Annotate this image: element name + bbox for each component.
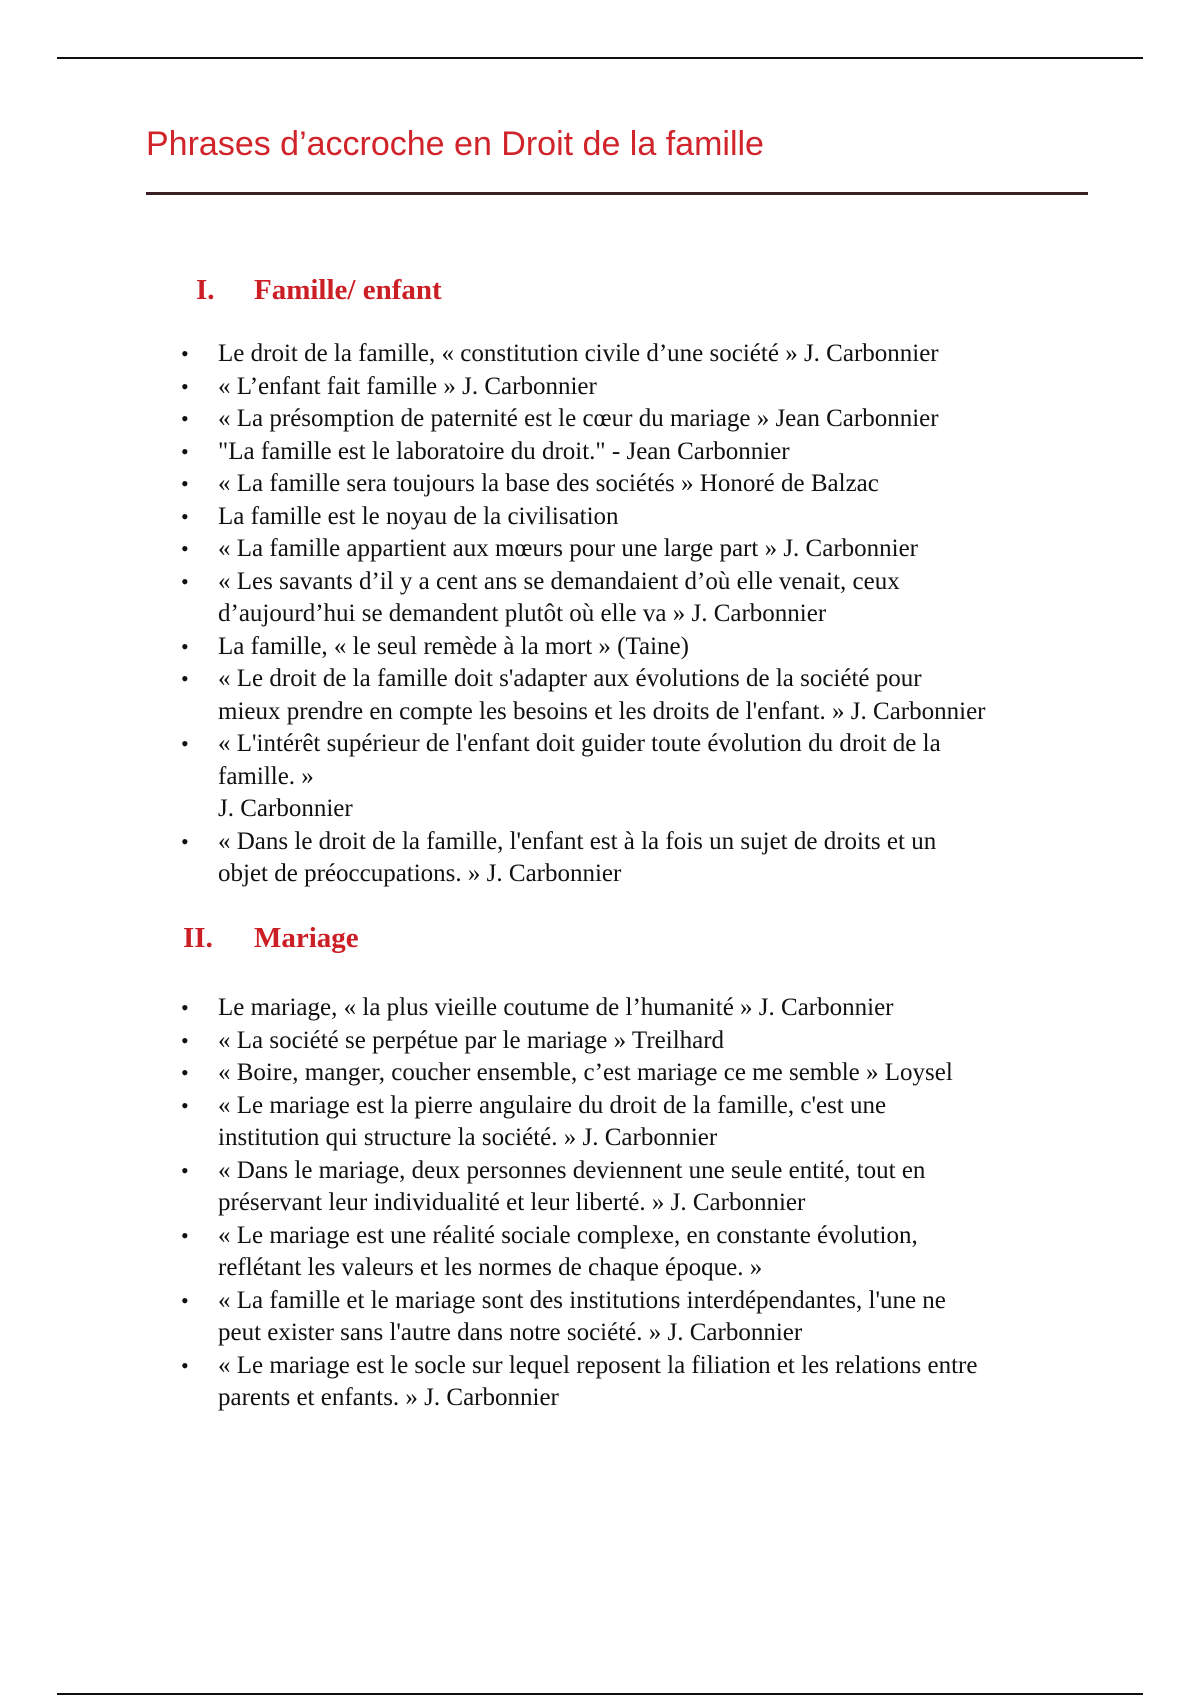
quote-text-line: « Le mariage est le socle sur lequel reposent la filiation et les relations entre [218,1351,978,1379]
quote-list-item [0,992,1098,1025]
section-heading-mariage [183,920,359,956]
quote-list-famille-enfant [0,338,1200,891]
quote-text-line: reflétant les valeurs et les normes de chaque époque. » [218,1254,763,1281]
quote-text-line: « Dans le droit de la famille, l'enfant est à la fois un sujet de droits et un [218,827,937,855]
section-heading-famille-enfant [196,272,442,308]
quote-text-line: objet de préoccupations. » J. Carbonnier [218,860,622,887]
page-top-rule [57,57,1143,59]
quote-list-item [0,728,1098,826]
quote-text-line: famille. » [218,762,314,790]
quote-text-line: J. Carbonnier [218,795,353,822]
quote-text-line: peut exister sans l'autre dans notre société. » J. Carbonnier [218,1319,803,1346]
quote-text-line: La famille est le noyau de la civilisation [218,502,619,530]
quote-text-line: « La famille sera toujours la base des sociétés » Honoré de Balzac [218,470,879,497]
quote-list-item [0,436,1098,469]
quote-text-line: « Dans le mariage, deux personnes deviennent une seule entité, tout en [218,1156,926,1184]
quote-list-item [0,1090,1098,1155]
quote-list-mariage [0,992,1200,1415]
quote-list-item [0,631,1098,664]
section-number: II. [183,922,213,954]
section-title: Mariage [254,922,359,954]
quote-text-line: « La famille et le mariage sont des institutions interdépendantes, l'une ne [218,1286,946,1314]
quote-list-item [0,403,1098,436]
quote-text-line: « Le mariage est une réalité sociale complexe, en constante évolution, [218,1221,918,1249]
document-title: Phrases d’accroche en Droit de la famille [146,125,764,163]
quote-list-item [0,371,1098,404]
quote-text-line: « Le mariage est la pierre angulaire du droit de la famille, c'est une [218,1091,887,1119]
bullet-icon: • [181,1092,189,1118]
quote-list-item [0,1155,1098,1220]
page-bottom-rule [57,1693,1143,1695]
quote-text-line: « La présomption de paternité est le cœur du mariage » Jean Carbonnier [218,405,939,432]
quote-list-item [0,533,1098,566]
quote-text-line: « La famille appartient aux mœurs pour une large part » J. Carbonnier [218,535,919,562]
bullet-icon: • [181,503,189,529]
bullet-icon: • [181,1352,189,1378]
section-title: Famille/ enfant [254,274,442,306]
bullet-icon: • [181,1287,189,1313]
quote-list-item [0,338,1098,371]
quote-text-line: institution qui structure la société. » J. Carbonnier [218,1124,718,1151]
bullet-icon: • [181,995,189,1020]
quote-text-line: mieux prendre en compte les besoins et les droits de l'enfant. » J. Carbonnier [218,697,986,725]
bullet-icon: • [181,438,189,464]
quote-text-line: « Les savants d’il y a cent ans se demandaient d’où elle venait, ceux [218,567,900,595]
bullet-icon: • [181,1222,189,1248]
bullet-icon: • [181,1060,189,1085]
quote-list-item [0,566,1098,631]
section-number: I. [196,274,215,306]
quote-text-line: La famille, « le seul remède à la mort » (Taine) [218,632,689,660]
bullet-icon: • [181,536,189,561]
quote-list-item [0,1220,1098,1285]
quote-list-item [0,1285,1098,1350]
bullet-icon: • [181,633,189,659]
quote-text-line: "La famille est le laboratoire du droit." - Jean Carbonnier [218,437,790,465]
quote-list-item [0,468,1098,501]
quote-list-item [0,501,1098,534]
bullet-icon: • [181,1027,189,1053]
bullet-icon: • [181,373,189,399]
quote-text-line: d’aujourd’hui se demandent plutôt où elle va » J. Carbonnier [218,600,827,627]
quote-text-line: préservant leur individualité et leur liberté. » J. Carbonnier [218,1189,806,1216]
bullet-icon: • [181,568,189,594]
bullet-icon: • [181,341,189,366]
bullet-icon: • [181,471,189,496]
title-underline-rule [146,192,1088,195]
quote-text-line: « L'intérêt supérieur de l'enfant doit guider toute évolution du droit de la [218,730,941,757]
quote-text-line: « L’enfant fait famille » J. Carbonnier [218,372,597,400]
quote-list-item [0,1057,1098,1090]
quote-list-item [0,826,1098,891]
bullet-icon: • [181,1157,189,1183]
bullet-icon: • [181,731,189,756]
quote-text-line: Le mariage, « la plus vieille coutume de l’humanité » J. Carbonnier [218,994,894,1021]
quote-text-line: « Boire, manger, coucher ensemble, c’est mariage ce me semble » Loysel [218,1059,953,1086]
quote-list-item [0,663,1098,728]
bullet-icon: • [181,666,189,691]
quote-text-line: « La société se perpétue par le mariage » Treilhard [218,1026,725,1054]
bullet-icon: • [181,406,189,431]
quote-text-line: « Le droit de la famille doit s'adapter aux évolutions de la société pour [218,665,922,692]
bullet-icon: • [181,828,189,854]
quote-text-line: parents et enfants. » J. Carbonnier [218,1384,559,1411]
quote-list-item [0,1025,1098,1058]
quote-list-item [0,1350,1098,1415]
quote-text-line: Le droit de la famille, « constitution civile d’une société » J. Carbonnier [218,340,939,367]
